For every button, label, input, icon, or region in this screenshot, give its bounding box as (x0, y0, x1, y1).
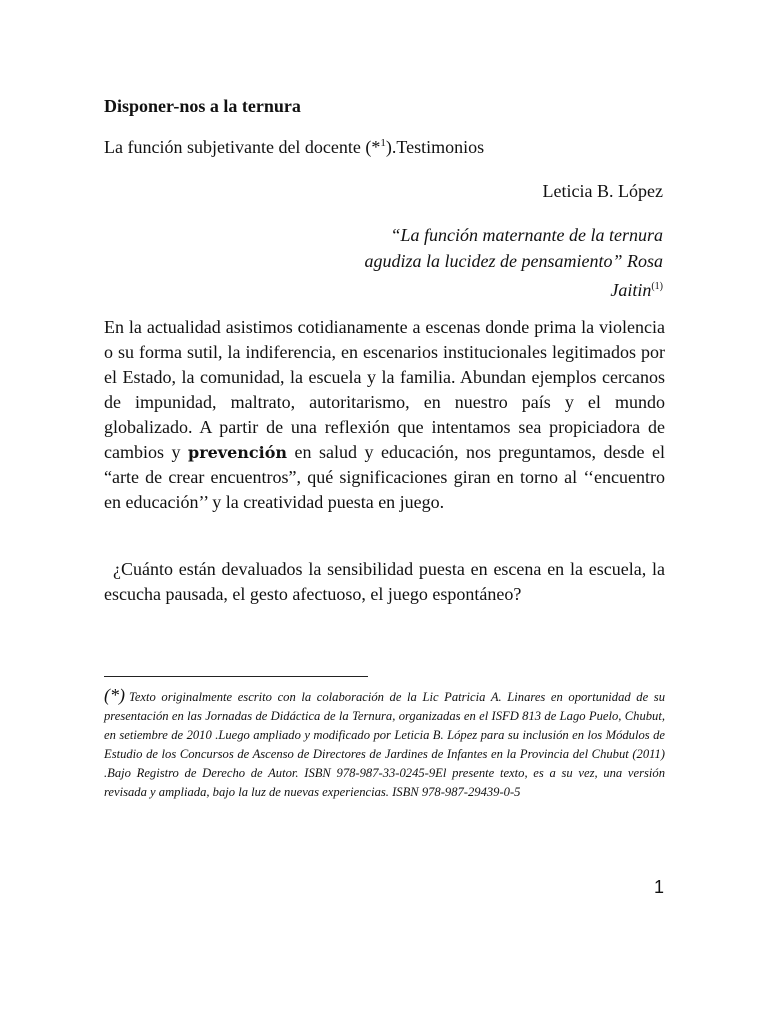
epigraph-text: “La función maternante de la ternura agudiza la lucidez de pensamiento” Rosa Jaitin (364, 225, 663, 300)
subtitle-end-text: ).Testimonios (385, 137, 485, 157)
subtitle-text: La función subjetivante del docente (* (104, 137, 381, 157)
paragraph-1-text-end: en salud y educación, nos preguntamos, desde el “arte de crear encuentros”, qué significaciones giran en torno al ‘‘encuentro en educación’’ y la creatividad puesta en juego. (104, 442, 665, 512)
footnote-marker: (*) (104, 685, 125, 705)
epigraph-quote (363, 222, 663, 303)
page-number: 1 (653, 877, 664, 897)
footnote-text: Texto originalmente escrito con la colaboración de la Lic Patricia A. Linares en oportunidad de su presentación en las Jornadas de Didáctica de la Ternura, organizadas en el ISFD 813 de Lago Puelo, Chubut, en setiembre de 2010 .Luego ampliado y modificado por Leticia B. López para su inclusión en los Módulos de Estudio de los Concursos de Ascenso de Directores de Jardines de Infantes en la Provincia del Chubut (2011) .Bajo Registro de Derecho de Autor. ISBN 978-987-33-0245-9El presente texto, es a su vez, una versión revisada y ampliada, bajo la luz de nuevas experiencias. ISBN 978-987-29439-0-5 (104, 690, 665, 799)
document-subtitle (104, 137, 484, 158)
body-paragraph-2: ¿Cuánto están devaluados la sensibilidad puesta en escena en la escuela, la escucha pausada, el gesto afectuoso, el juego espontáneo? (104, 559, 665, 604)
paragraph-1-text-start: En la actualidad asistimos cotidianamente a escenas donde prima la violencia o su forma sutil, la indiferencia, en escenarios institucionales legitimados por el Estado, la comunidad, la escuela y la familia. Abundan ejemplos cercanos de impunidad, maltrato, autoritarismo, en nuestro país y el mundo globalizado. A partir de una reflexión que intentamos sea propiciadora de cambios y (104, 317, 665, 462)
document-title: Disponer-nos a la ternura (104, 96, 301, 116)
body-paragraph-1 (104, 315, 665, 515)
epigraph-reference: (1) (651, 281, 663, 292)
paragraph-1-bold-term: prevención (188, 443, 288, 462)
footnote (104, 686, 665, 802)
author-name: Leticia B. López (542, 181, 663, 201)
footnote-reference-marker[interactable]: 1 (380, 137, 386, 149)
footnote-separator (104, 676, 368, 677)
